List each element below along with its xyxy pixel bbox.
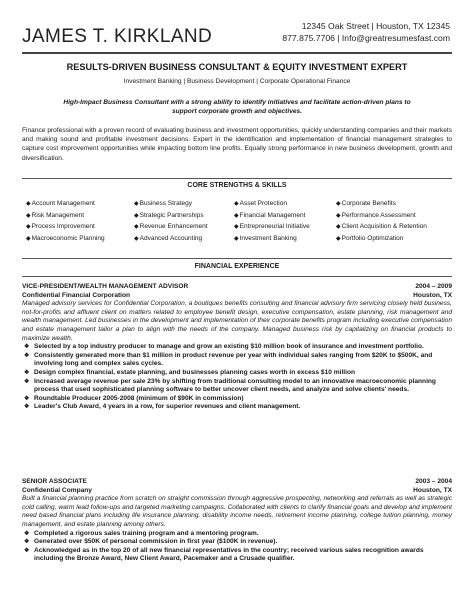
checkmark-bullet-icon: ❖ — [24, 530, 30, 537]
achievement-item: ❖ Increased average revenue per sale 23% by shifting from traditional consulting model to an innovative macroeconomic planning process that used sophisticated planning software to better uncover client needs, and analyze and solve clients' needs. — [24, 377, 436, 394]
job-company: Confidential Financial Corporation — [22, 291, 131, 299]
contact-block — [282, 20, 450, 44]
skill-item: ◆Corporate Benefits — [336, 200, 396, 207]
skill-item: ◆Entrepreneurial Initiative — [234, 223, 310, 231]
skill-item: ◆Advanced Accounting — [134, 234, 203, 242]
diamond-bullet-icon: ◆ — [234, 235, 239, 242]
job-location: Houston, TX — [413, 291, 452, 299]
job-dates: 2004 – 2009 — [415, 283, 452, 290]
headline: RESULTS-DRIVEN BUSINESS CONSULTANT & EQUITY INVESTMENT EXPERT — [66, 62, 408, 72]
skill-item: ◆Financial Management — [234, 211, 306, 219]
checkmark-bullet-icon: ❖ — [24, 344, 30, 351]
job-description: Built a financial planning practice from scratch on straight commission through aggressive prospecting, networking and referrals as well as strategic cold calling, warm lead follow-ups and targeted marketing campaigns. Collaborated with clients to clarify financial goals and develop and implement need based financial plans including life insurance planning, disability income needs, retirement income planning, college tuition planning, money management, and estate planning among others. — [22, 495, 452, 528]
skill-item: ◆Account Management — [26, 200, 95, 207]
achievement-item: ❖ Generated over $50K of personal commission in first year ($100K in revenue). — [24, 538, 278, 546]
job-title-line — [22, 478, 452, 487]
checkmark-bullet-icon: ❖ — [24, 352, 30, 359]
achievement-list — [22, 530, 452, 564]
diamond-bullet-icon: ◆ — [134, 224, 139, 231]
diamond-bullet-icon: ◆ — [336, 201, 341, 207]
achievement-item: ❖ Acknowledged as in the top 20 of all new financial representatives in the country; received various sales recognition awards including the Bronze Award, New Client Award, Pacemaker and a Crusade qualifier. — [24, 546, 424, 563]
achievement-item: ❖ Consistently generated more than $1 million in product revenue per year with individual sales ranging from $20K to $500K, and involving long and complex sales cycles. — [24, 351, 433, 368]
diamond-bullet-icon: ◆ — [336, 235, 341, 242]
job-dates: 2003 – 2004 — [415, 478, 452, 485]
skill-item: ◆Portfolio Optimization — [336, 234, 404, 242]
job-company-line — [22, 292, 452, 301]
job-entry — [22, 478, 452, 564]
job-entry — [22, 283, 452, 412]
skill-item: ◆Investment Banking — [234, 234, 297, 242]
address: 12345 Oak Street | Houston, TX 12345 — [301, 21, 450, 31]
job-description: Managed advisory services for Confidential Corporation, a boutiques benefits consulting and financial advisory firm servicing closely held business, not-for-profits and affluent client on matters related to employee benefit design, executive compensation, estate planning, risk management and wealth management. Led businesses in the development and implementation of their corporate benefits program including executive compensation and estate management tailor a plan to align with the needs of the company. Managed business risk by capitalizing on financial products to maximize wealth. — [22, 300, 452, 342]
skill-item: ◆Business Strategy — [134, 200, 193, 207]
diamond-bullet-icon: ◆ — [336, 224, 341, 231]
diamond-bullet-icon: ◆ — [26, 201, 31, 207]
achievement-item: ❖ Design complex financial, estate planning, and businesses planning cases worth in excess $10 million — [24, 368, 355, 376]
skills-divider-top — [22, 178, 452, 179]
diamond-bullet-icon: ◆ — [134, 201, 139, 207]
diamond-bullet-icon: ◆ — [234, 212, 239, 219]
summary-paragraph: Finance professional with a proven record of evaluating business and investment opportunities, quickly understanding companies and their markets and making sound and profitable investment decisions. Expert in the identification and implementation of financial management strategies to capture cost improvement opportunities while impacting bottom line profits. Equally strong performance in new business development, growth and diversification. — [22, 127, 452, 162]
achievement-list — [22, 343, 452, 412]
skill-item: ◆Macroeconomic Planning — [26, 234, 105, 242]
skill-item: ◆Revenue Enhancement — [134, 223, 208, 231]
diamond-bullet-icon: ◆ — [234, 224, 239, 231]
experience-divider-top — [22, 258, 452, 259]
phone-email: 877.875.7706 | Info@greatresumesfast.com — [282, 33, 450, 43]
tagline: High-Impact Business Consultant with a strong ability to identify initiatives and facilitate action-driven plans to support corporate growth and objectives. — [63, 99, 411, 115]
job-title: SENIOR ASSOCIATE — [22, 478, 87, 485]
skills-heading: CORE STRENGTHS & SKILLS — [187, 182, 287, 189]
skill-item: ◆Risk Management — [26, 211, 85, 219]
diamond-bullet-icon: ◆ — [26, 235, 31, 242]
achievement-item: ❖ Roundtable Producer 2005-2008 (minimum of $90K in commission) — [24, 394, 244, 402]
job-location: Houston, TX — [413, 486, 452, 494]
diamond-bullet-icon: ◆ — [26, 224, 31, 231]
experience-heading: FINANCIAL EXPERIENCE — [194, 263, 280, 270]
job-company: Confidential Company — [22, 486, 92, 494]
checkmark-bullet-icon: ❖ — [24, 539, 30, 546]
header-divider — [22, 52, 452, 54]
checkmark-bullet-icon: ❖ — [24, 547, 30, 554]
checkmark-bullet-icon: ❖ — [24, 395, 30, 402]
skill-item: ◆Strategic Partnerships — [134, 211, 204, 219]
skill-item: ◆Process Improvement — [26, 223, 95, 231]
skill-item: ◆Asset Protection — [234, 200, 287, 207]
specialties-line: Investment Banking | Business Development | Corporate Operational Finance — [123, 78, 351, 85]
job-company-line — [22, 487, 452, 496]
diamond-bullet-icon: ◆ — [234, 201, 239, 207]
achievement-item: ❖ Leader's Club Award, 4 years in a row, for superior revenues and client management. — [24, 403, 301, 411]
skills-row — [26, 200, 452, 212]
skills-row — [26, 212, 452, 224]
candidate-name: JAMES T. KIRKLAND — [22, 26, 213, 47]
diamond-bullet-icon: ◆ — [134, 212, 139, 219]
job-title-line — [22, 283, 452, 292]
checkmark-bullet-icon: ❖ — [24, 404, 30, 411]
diamond-bullet-icon: ◆ — [26, 212, 31, 219]
job-title: VICE-PRESIDENT/WEALTH MANAGEMENT ADVISOR — [22, 283, 189, 290]
skill-item: ◆Performance Assessment — [336, 211, 416, 219]
diamond-bullet-icon: ◆ — [134, 235, 139, 242]
achievement-item: ❖ Selected by a top industry producer to manage and grow an existing $10 million book of insurance and investment portfolio. — [24, 343, 424, 351]
checkmark-bullet-icon: ❖ — [24, 378, 30, 385]
skills-row — [26, 235, 452, 247]
diamond-bullet-icon: ◆ — [336, 212, 341, 219]
skills-row — [26, 223, 452, 235]
achievement-item: ❖ Completed a rigorous sales training program and a mentoring program. — [24, 529, 259, 537]
skill-item: ◆Client Acquisition & Retention — [336, 223, 427, 231]
skills-grid — [26, 200, 452, 246]
checkmark-bullet-icon: ❖ — [24, 369, 30, 376]
experience-divider-bottom — [22, 276, 452, 277]
